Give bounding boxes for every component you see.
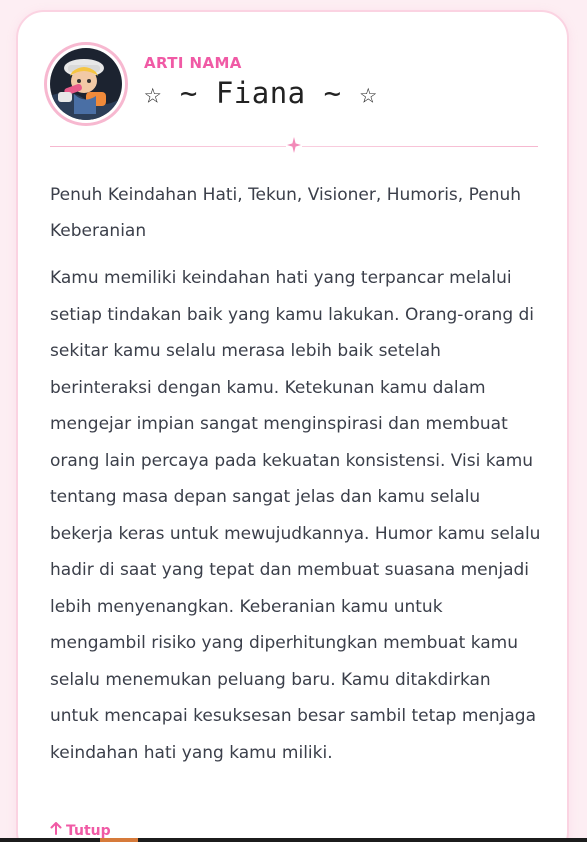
close-label: Tutup (66, 822, 111, 839)
sparkle-icon (286, 137, 302, 155)
bottom-bar (0, 838, 587, 842)
close-button[interactable] (50, 822, 111, 839)
description-text: Kamu memiliki keindahan hati yang terpancar melalui setiap tindakan baik yang kamu lakukan. Orang-orang di sekitar kamu selalu merasa lebih baik setelah berinteraksi dengan kamu. Ketekunan kamu dalam mengejar impian sangat menginspirasi dan membuat orang lain percaya pada kekuatan konsistensi. Visi kamu tentang masa depan sangat jelas dan kamu selalu bekerja keras untuk mewujudkannya. Humor kamu selalu hadir di saat yang tepat dan membuat suasana menjadi lebih menyenangkan. Keberanian kamu untuk mengambil risiko yang diperhitungkan membuat kamu selalu menemukan peluang baru. Kamu ditakdirkan untuk mencapai kesuksesan besar sambil tetap menjaga keindahan hati yang kamu miliki. (50, 268, 541, 763)
divider (50, 146, 538, 148)
section-label: ARTI NAMA (144, 54, 242, 72)
arrow-up-icon (50, 822, 62, 839)
traits-text: Penuh Keindahan Hati, Tekun, Visioner, Humoris, Penuh Keberanian (50, 185, 522, 241)
avatar (44, 42, 128, 126)
card-header (44, 42, 377, 126)
name-title: ☆ ~ Fiana ~ ☆ (144, 76, 378, 110)
bottom-bar-accent (100, 838, 138, 842)
title-block (144, 54, 378, 110)
result-card (16, 10, 569, 842)
avatar-image (50, 48, 122, 120)
